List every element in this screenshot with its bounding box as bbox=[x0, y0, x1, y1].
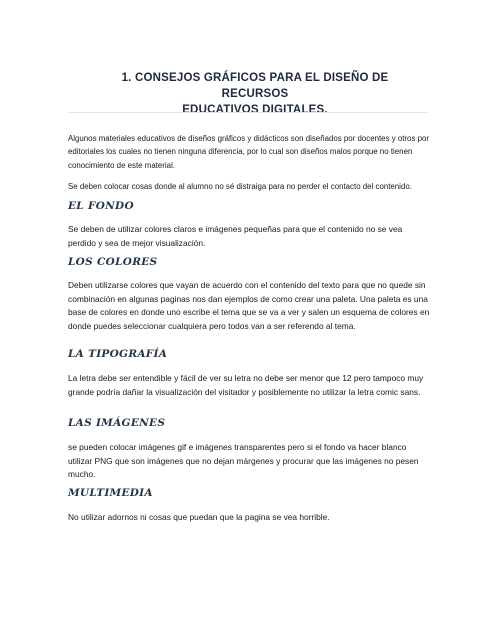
section-body-tipografia: La letra debe ser entendible y fácil de ver su letra no debe ser menor que 12 pero tampoco muy grande podría dañar la visualización del visitador y posiblemente no utilizar la letra comic sans. bbox=[68, 373, 424, 397]
section-heading-imagenes: LAS IMÁGENES bbox=[68, 417, 166, 429]
section-body-imagenes: se pueden colocar imágenes gif e imágenes transparentes pero si el fondo va hacer blanco utilizar PNG que son imágenes que no dejan márgenes y procurar que las imágenes no pesen mucho. bbox=[68, 442, 419, 479]
section-heading-colores: LOS COLORES bbox=[68, 256, 158, 268]
section-body-colores: Deben utilizarse colores que vayan de acuerdo con el contenido del texto para que no quede sin combinación en algunas paginas nos dan ejemplos de como crear una paleta. Una paleta es una base de colores en donde uno escribe el tema que se va a ver y salen un esquema de colores en donde puedes seleccionar cualquiera pero todos van a ser referendo al tema. bbox=[68, 280, 430, 331]
section-heading-tipografia: LA TIPOGRAFÍA bbox=[68, 348, 168, 360]
title-line-2: EDUCATIVOS DIGITALES. bbox=[182, 104, 328, 116]
section-body-multimedia: No utilizar adornos ni cosas que puedan que la pagina se vea horrible. bbox=[68, 512, 330, 522]
intro-paragraph: Algunos materiales educativos de diseños gráficos y didácticos son diseñados por docentes y otros por editoriales los cuales no tienen ninguna diferencia, por lo cual son diseños malos porque no tienen conocimiento de este material. bbox=[68, 134, 429, 170]
section-heading-fondo: EL FONDO bbox=[68, 200, 134, 212]
title-line-1: 1. CONSEJOS GRÁFICOS PARA EL DISEÑO DE RECURSOS bbox=[121, 72, 389, 100]
document-title bbox=[90, 70, 420, 118]
section-body-fondo: Se deben de utilizar colores claros e imágenes pequeñas para que el contenido no se vea perdido y sea de mejor visualización. bbox=[68, 224, 403, 248]
section-heading-multimedia: MULTIMEDIA bbox=[68, 487, 153, 499]
title-divider bbox=[68, 112, 428, 113]
intro-paragraph-2: Se deben colocar cosas donde al alumno no sé distraiga para no perder el contacto del contenido. bbox=[68, 182, 412, 191]
